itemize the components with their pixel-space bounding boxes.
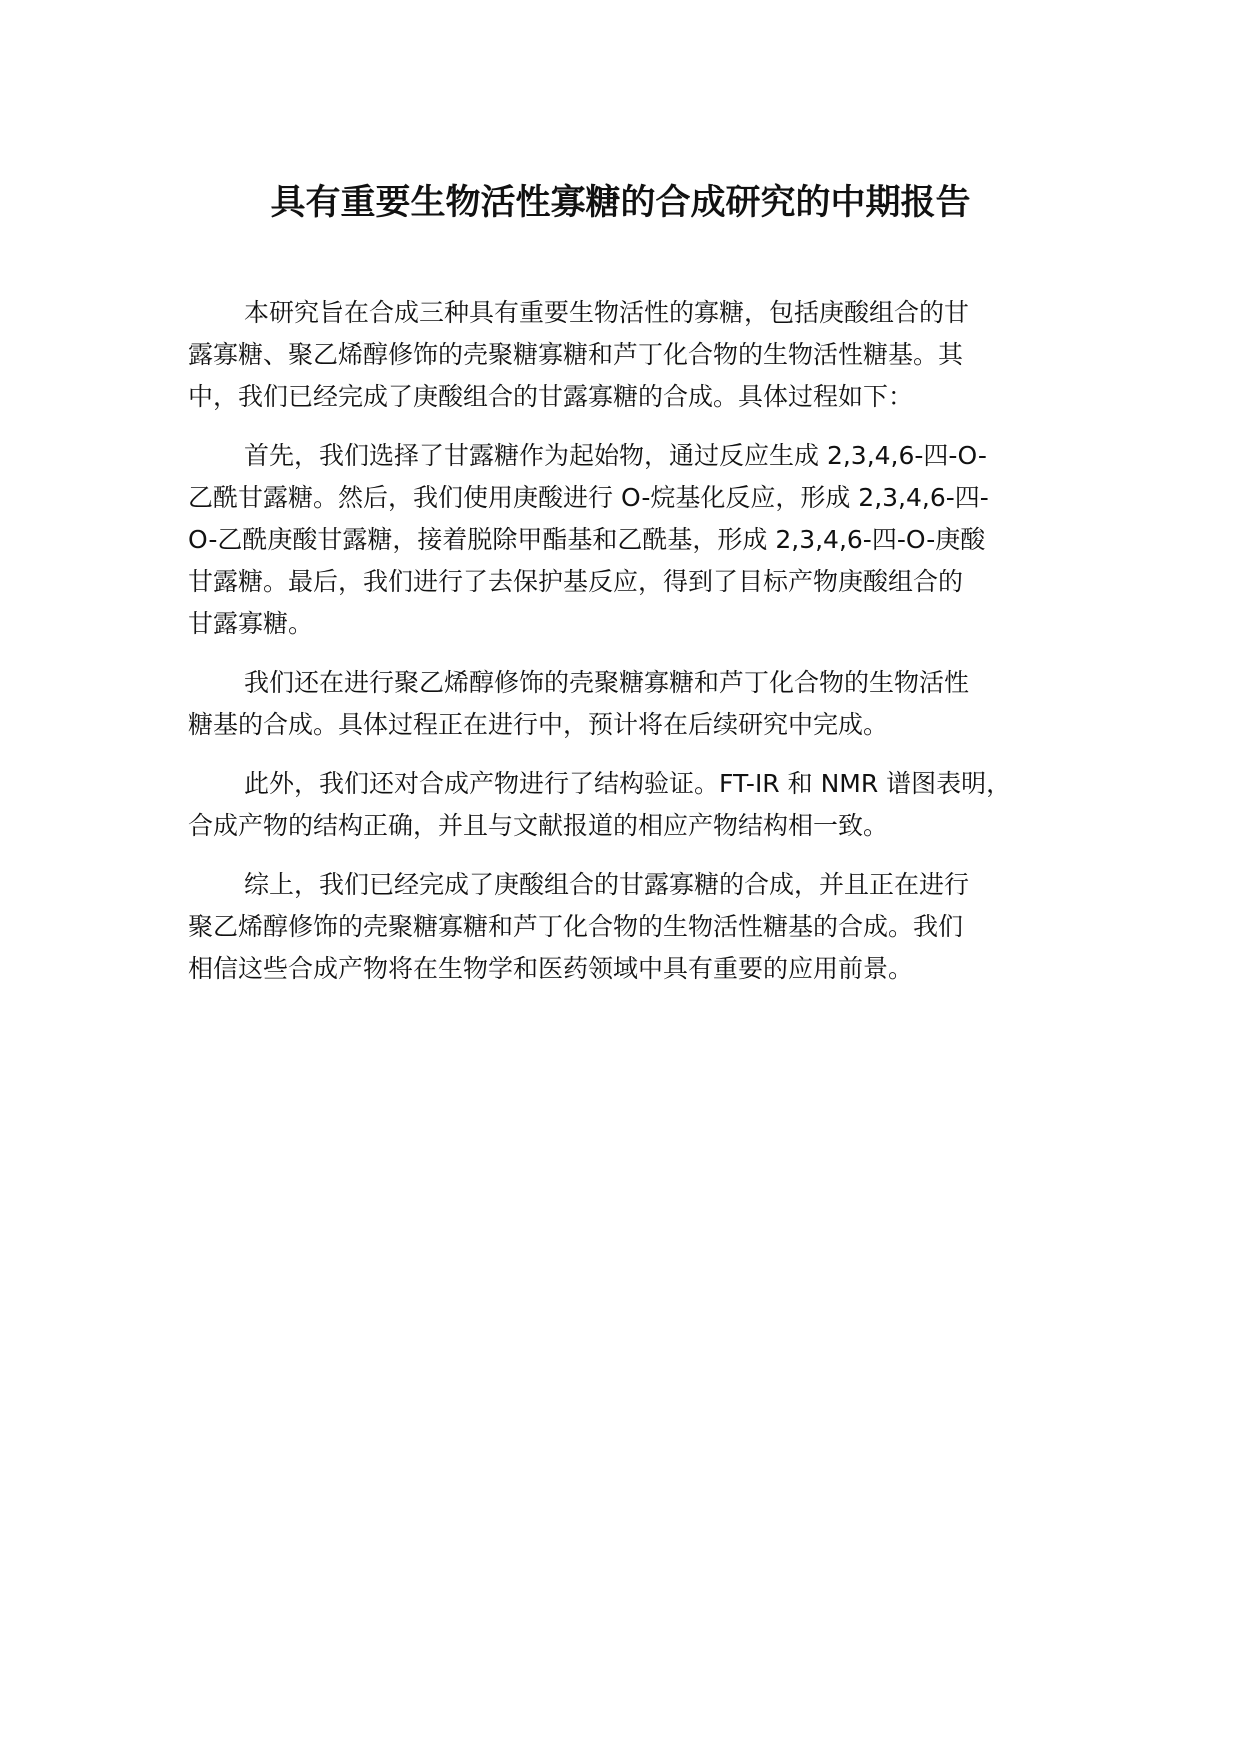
text-line: 甘露寡糖。 [188,609,314,638]
document-body [188,292,1074,1007]
text-line: 露寡糖、聚乙烯醇修饰的壳聚糖寡糖和芦丁化合物的生物活性糖基。其 [188,340,964,369]
paragraph-intro [188,292,1074,418]
text-line: 相信这些合成产物将在生物学和医药领域中具有重要的应用前景。 [188,954,914,983]
paragraph-conclusion [188,864,1074,990]
text-line: 甘露糖。最后，我们进行了去保护基反应，得到了目标产物庚酸组合的 [188,567,964,596]
text-line: 此外，我们还对合成产物进行了结构验证。FT-IR 和 NMR 谱图表明， [244,769,1012,798]
paragraph-verification [188,763,1074,847]
document-title: 具有重要生物活性寡糖的合成研究的中期报告 [270,183,971,223]
text-line: 乙酰甘露糖。然后，我们使用庚酸进行 O-烷基化反应，形成 2,3,4,6-四- [188,483,989,512]
text-line: 合成产物的结构正确，并且与文献报道的相应产物结构相一致。 [188,811,889,840]
paragraph-procedure [188,435,1074,645]
text-line: O-乙酰庚酸甘露糖，接着脱除甲酯基和乙酰基，形成 2,3,4,6-四-O-庚酸 [188,525,986,554]
text-line: 首先，我们选择了甘露糖作为起始物，通过反应生成 2,3,4,6-四-O- [244,441,987,470]
text-line: 本研究旨在合成三种具有重要生物活性的寡糖，包括庚酸组合的甘 [244,298,970,327]
paragraph-ongoing [188,662,1074,746]
text-line: 综上，我们已经完成了庚酸组合的甘露寡糖的合成，并且正在进行 [244,870,970,899]
text-line: 我们还在进行聚乙烯醇修饰的壳聚糖寡糖和芦丁化合物的生物活性 [244,668,970,697]
text-line: 中，我们已经完成了庚酸组合的甘露寡糖的合成。具体过程如下： [188,382,914,411]
text-line: 聚乙烯醇修饰的壳聚糖寡糖和芦丁化合物的生物活性糖基的合成。我们 [188,912,964,941]
text-line: 糖基的合成。具体过程正在进行中，预计将在后续研究中完成。 [188,710,889,739]
